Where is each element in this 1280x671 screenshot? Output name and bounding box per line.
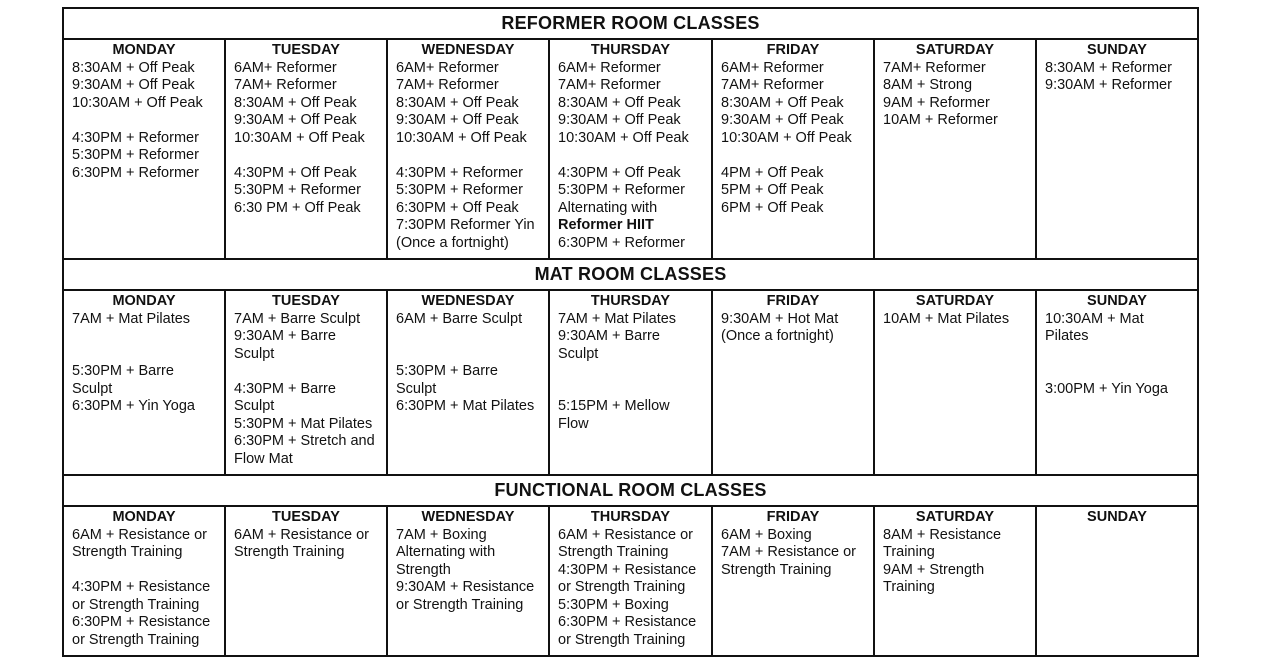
- class-entry: 6:30PM + Mat Pilates: [396, 398, 535, 414]
- class-entry: or Strength Training: [72, 596, 200, 613]
- class-entry: 9:30AM + Reformer: [1045, 77, 1172, 93]
- class-entry: 4:30PM + Resistance: [558, 561, 697, 578]
- class-entry: 7:30PM Reformer Yin: [396, 217, 535, 233]
- class-entry: 10AM + Mat Pilates: [883, 310, 1010, 327]
- class-list: [226, 311, 386, 469]
- day-heading: MONDAY: [112, 42, 176, 58]
- class-entry: 6:30PM + Resistance: [72, 614, 211, 630]
- class-entry: Pilates: [1045, 328, 1089, 344]
- class-entry: [72, 112, 220, 130]
- class-list: [64, 527, 224, 650]
- class-entry: 9:30AM + Hot Mat: [721, 310, 839, 327]
- class-entry: Strength Training: [234, 544, 345, 560]
- class-entry: 9:30AM + Off Peak: [234, 112, 357, 128]
- class-list: [550, 527, 711, 650]
- day-heading: SUNDAY: [1087, 42, 1147, 58]
- class-entry: 6AM + Barre Sculpt: [396, 310, 523, 327]
- class-entry: 7AM+ Reformer: [558, 77, 661, 93]
- day-heading: SATURDAY: [915, 42, 995, 58]
- class-entry: 5:30PM + Boxing: [558, 596, 669, 613]
- day-cell-monday: [63, 39, 225, 259]
- class-entry: 8:30AM + Reformer: [1045, 59, 1172, 76]
- class-entry: 6AM + Resistance or: [72, 526, 207, 543]
- class-entry: 8:30AM + Off Peak: [721, 94, 844, 111]
- day-heading: THURSDAY: [590, 42, 671, 58]
- class-entry: 9AM + Reformer: [883, 94, 990, 111]
- class-entry: Sculpt: [234, 398, 275, 414]
- class-entry: [72, 328, 220, 346]
- class-entry: Strength Training: [721, 561, 832, 578]
- class-list: [713, 311, 873, 346]
- class-entry: [1045, 363, 1193, 381]
- class-entry: 4:30PM + Reformer: [396, 164, 523, 181]
- class-list: [64, 60, 224, 183]
- section-title-cell: [63, 8, 1198, 39]
- class-entry: 8:30AM + Off Peak: [72, 59, 195, 76]
- class-entry: 4:30PM + Reformer: [72, 129, 199, 146]
- class-list: [1037, 60, 1197, 95]
- class-list: [713, 527, 873, 580]
- class-entry: 7AM + Resistance or: [721, 544, 856, 560]
- class-entry: 5:30PM + Reformer: [558, 182, 685, 198]
- class-entry: 4:30PM + Off Peak: [234, 164, 357, 181]
- class-entry: 9:30AM + Off Peak: [721, 112, 844, 128]
- class-entry: 9:30AM + Barre: [558, 328, 660, 344]
- class-entry: 5:30PM + Barre: [72, 363, 174, 379]
- class-entry: 9:30AM + Resistance: [396, 579, 535, 595]
- class-entry: 5:30PM + Reformer: [396, 182, 523, 198]
- day-cell-thursday: [549, 506, 712, 656]
- day-cell-wednesday: [387, 506, 549, 656]
- class-entry: 7AM+ Reformer: [396, 77, 499, 93]
- class-entry: 6:30PM + Off Peak: [396, 199, 519, 216]
- class-entry: 10AM + Reformer: [883, 112, 998, 128]
- day-cell-monday: [63, 290, 225, 475]
- class-entry: 9:30AM + Off Peak: [72, 77, 195, 93]
- class-entry: 6:30PM + Stretch and: [234, 433, 375, 449]
- class-entry: Flow: [558, 415, 589, 432]
- day-cell-sunday: [1036, 39, 1198, 259]
- class-entry: 5:30PM + Mat Pilates: [234, 415, 373, 432]
- class-entry: 9:30AM + Barre: [234, 328, 336, 344]
- day-heading: WEDNESDAY: [421, 293, 515, 309]
- class-entry: [721, 147, 869, 165]
- class-list: [388, 527, 548, 615]
- class-entry: 9:30AM + Off Peak: [396, 112, 519, 128]
- section-header-row: [63, 259, 1198, 290]
- class-entry: 6AM + Boxing: [721, 526, 812, 543]
- day-cell-sunday: [1036, 290, 1198, 475]
- class-entry: 6:30PM + Yin Yoga: [72, 398, 195, 414]
- class-entry: [558, 381, 707, 399]
- class-entry: [558, 147, 707, 165]
- class-entry: [72, 346, 220, 364]
- day-heading: SATURDAY: [915, 509, 995, 525]
- day-heading: SATURDAY: [915, 293, 995, 309]
- class-entry: Strength Training: [72, 544, 183, 560]
- day-cell-saturday: [874, 39, 1036, 259]
- day-heading: FRIDAY: [766, 509, 820, 525]
- class-entry: 6:30PM + Reformer: [558, 234, 685, 251]
- class-list: [875, 311, 1035, 329]
- day-cell-tuesday: [225, 506, 387, 656]
- day-heading: WEDNESDAY: [421, 509, 515, 525]
- class-entry: 8:30AM + Off Peak: [396, 94, 519, 111]
- class-entry: or Strength Training: [558, 579, 686, 595]
- class-entry: Sculpt: [396, 380, 437, 397]
- class-schedule-table: [62, 7, 1199, 657]
- class-entry: Training: [883, 579, 935, 595]
- class-entry: 4PM + Off Peak: [721, 164, 824, 181]
- class-entry: 6AM+ Reformer: [721, 59, 824, 76]
- class-entry: Sculpt: [72, 380, 113, 397]
- day-heading: FRIDAY: [766, 293, 820, 309]
- section-days-row: [63, 39, 1198, 259]
- class-entry: [396, 147, 544, 165]
- class-entry: [1045, 346, 1193, 364]
- class-entry: Strength Training: [558, 544, 669, 560]
- class-entry: 4:30PM + Resistance: [72, 579, 211, 595]
- day-cell-friday: [712, 506, 874, 656]
- day-heading: MONDAY: [112, 509, 176, 525]
- class-list: [226, 527, 386, 562]
- class-entry: Alternating with: [558, 199, 658, 216]
- class-entry: 6AM+ Reformer: [558, 59, 661, 76]
- section-title-cell: [63, 475, 1198, 506]
- section-days-row: [63, 290, 1198, 475]
- day-cell-saturday: [874, 506, 1036, 656]
- class-list: [1037, 311, 1197, 399]
- class-entry: Sculpt: [234, 345, 275, 362]
- class-entry: (Once a fortnight): [721, 328, 834, 344]
- section-title: REFORMER ROOM CLASSES: [501, 13, 760, 33]
- class-entry: 10:30AM + Off Peak: [396, 129, 527, 146]
- class-entry: 7AM+ Reformer: [721, 77, 824, 93]
- class-list: [713, 60, 873, 218]
- class-entry: (Once a fortnight): [396, 234, 509, 251]
- class-entry: 9AM + Strength: [883, 561, 985, 578]
- class-entry: 3:00PM + Yin Yoga: [1045, 380, 1168, 397]
- class-entry: Flow Mat: [234, 450, 293, 467]
- day-heading: SUNDAY: [1087, 509, 1147, 525]
- class-entry: 10:30AM + Off Peak: [72, 94, 203, 111]
- class-entry: 6AM+ Reformer: [396, 59, 499, 76]
- day-cell-thursday: [549, 39, 712, 259]
- class-entry: or Strength Training: [396, 596, 524, 613]
- class-entry: 10:30AM + Mat: [1045, 310, 1144, 327]
- class-entry: 6AM + Resistance or: [234, 526, 369, 543]
- class-entry: 5:30PM + Reformer: [234, 182, 361, 198]
- class-entry: 7AM + Mat Pilates: [72, 310, 191, 327]
- day-cell-thursday: [549, 290, 712, 475]
- day-cell-wednesday: [387, 39, 549, 259]
- class-entry: 8AM + Strong: [883, 77, 973, 93]
- class-entry: or Strength Training: [558, 631, 686, 648]
- section-header-row: [63, 475, 1198, 506]
- day-cell-wednesday: [387, 290, 549, 475]
- day-heading: THURSDAY: [590, 293, 671, 309]
- class-entry: 5:30PM + Reformer: [72, 147, 199, 163]
- class-entry: [558, 363, 707, 381]
- day-heading: WEDNESDAY: [421, 42, 515, 58]
- class-entry: 10:30AM + Off Peak: [558, 129, 689, 146]
- class-entry: 6AM + Resistance or: [558, 526, 693, 543]
- day-cell-sunday: [1036, 506, 1198, 656]
- section-header-row: [63, 8, 1198, 39]
- class-entry: Alternating with: [396, 544, 496, 560]
- class-entry: 7AM + Barre Sculpt: [234, 310, 361, 327]
- class-entry: [396, 346, 544, 364]
- class-entry: 10:30AM + Off Peak: [234, 129, 365, 146]
- class-entry: 6:30 PM + Off Peak: [234, 199, 361, 216]
- day-heading: FRIDAY: [766, 42, 820, 58]
- class-entry: 6PM + Off Peak: [721, 199, 824, 216]
- class-entry: 10:30AM + Off Peak: [721, 129, 852, 146]
- day-heading: TUESDAY: [272, 293, 340, 309]
- day-cell-tuesday: [225, 39, 387, 259]
- class-entry: 6AM+ Reformer: [234, 59, 337, 76]
- class-list: [388, 60, 548, 253]
- day-cell-friday: [712, 39, 874, 259]
- class-entry: 8AM + Resistance: [883, 526, 1002, 543]
- section-title: MAT ROOM CLASSES: [534, 264, 727, 284]
- class-entry: 6:30PM + Resistance: [558, 614, 697, 630]
- class-entry: [72, 562, 220, 580]
- class-list: [875, 527, 1035, 597]
- day-cell-saturday: [874, 290, 1036, 475]
- class-list: [64, 311, 224, 416]
- class-entry: 5PM + Off Peak: [721, 182, 824, 198]
- class-entry: 5:15PM + Mellow: [558, 398, 670, 414]
- class-list: [550, 60, 711, 253]
- day-cell-monday: [63, 506, 225, 656]
- class-entry: 9:30AM + Off Peak: [558, 112, 681, 128]
- class-entry: 4:30PM + Barre: [234, 380, 336, 397]
- class-entry: or Strength Training: [72, 631, 200, 648]
- class-list: [226, 60, 386, 218]
- day-cell-friday: [712, 290, 874, 475]
- section-title-cell: [63, 259, 1198, 290]
- class-entry: 7AM + Mat Pilates: [558, 310, 677, 327]
- class-entry: Reformer HIIT: [558, 217, 654, 233]
- class-entry: Training: [883, 544, 935, 560]
- day-heading: TUESDAY: [272, 509, 340, 525]
- class-entry: 5:30PM + Barre: [396, 363, 498, 379]
- section-title: FUNCTIONAL ROOM CLASSES: [494, 480, 767, 500]
- class-entry: 7AM+ Reformer: [234, 77, 337, 93]
- class-entry: 8:30AM + Off Peak: [558, 94, 681, 111]
- class-list: [550, 311, 711, 434]
- class-entry: 4:30PM + Off Peak: [558, 164, 681, 181]
- class-entry: 8:30AM + Off Peak: [234, 94, 357, 111]
- day-heading: MONDAY: [112, 293, 176, 309]
- class-list: [388, 311, 548, 416]
- class-entry: 7AM+ Reformer: [883, 59, 986, 76]
- class-entry: 7AM + Boxing: [396, 526, 487, 543]
- class-entry: [234, 363, 382, 381]
- class-entry: 6:30PM + Reformer: [72, 164, 199, 181]
- day-cell-tuesday: [225, 290, 387, 475]
- class-entry: [396, 328, 544, 346]
- day-heading: SUNDAY: [1087, 293, 1147, 309]
- class-entry: Sculpt: [558, 345, 599, 362]
- class-entry: Strength: [396, 561, 451, 578]
- section-days-row: [63, 506, 1198, 656]
- day-heading: TUESDAY: [272, 42, 340, 58]
- day-heading: THURSDAY: [590, 509, 671, 525]
- class-entry: [234, 147, 382, 165]
- class-list: [875, 60, 1035, 130]
